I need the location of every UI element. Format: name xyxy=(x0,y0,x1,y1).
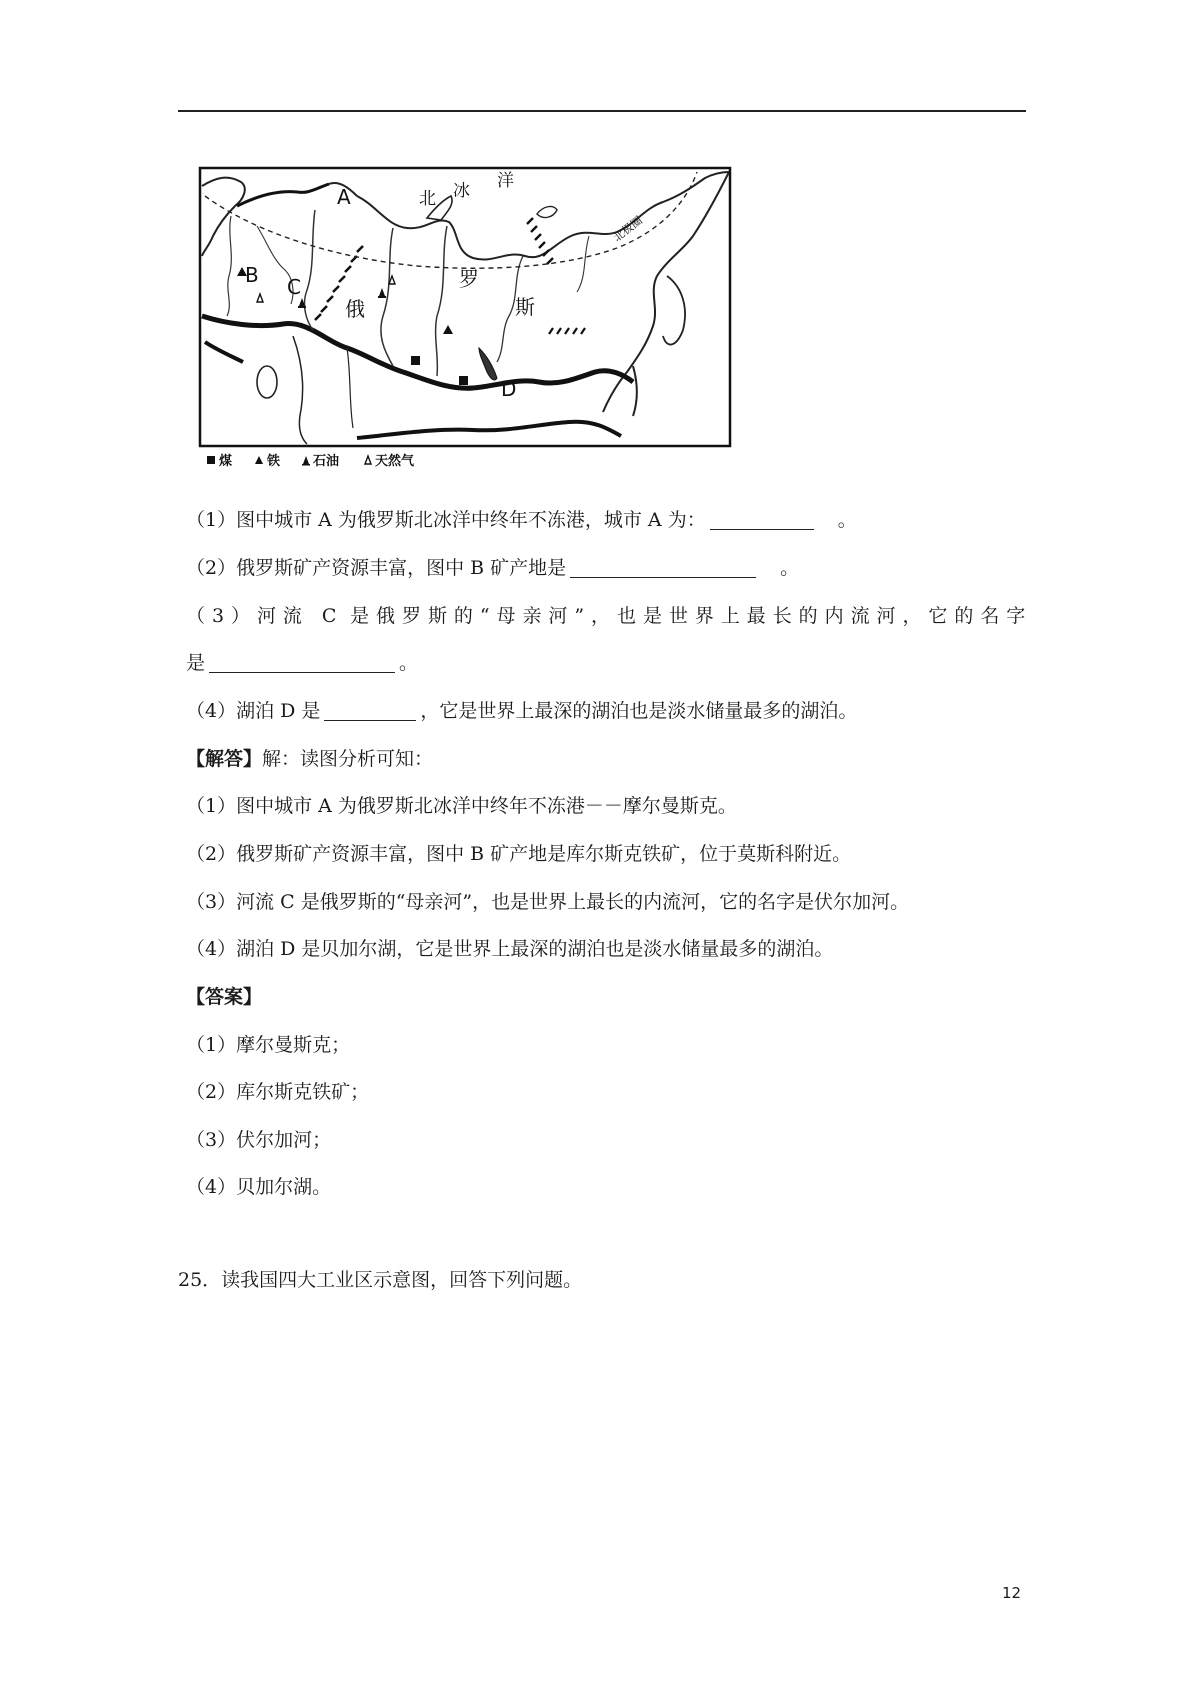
question-1 xyxy=(186,505,857,535)
legend-iron-symbol xyxy=(255,456,263,464)
legend-gas: 天然气 xyxy=(375,454,415,469)
question-4-end: ，它是世界上最深的湖泊也是淡水储量最多的湖泊。 xyxy=(420,700,858,722)
map-label-si: 斯 xyxy=(515,295,535,319)
solution-item-4: （4）湖泊 D 是贝加尔湖，它是世界上最深的湖泊也是淡水储量最多的湖泊。 xyxy=(186,938,834,960)
question-2-blank xyxy=(570,555,756,578)
question-3-blank xyxy=(209,650,395,673)
question-1-blank xyxy=(710,507,814,530)
legend-iron: 铁 xyxy=(267,454,281,469)
legend-oil: 石油 xyxy=(313,454,340,469)
map-label-c: C xyxy=(287,275,301,299)
question-4-text: （4）湖泊 D 是 xyxy=(186,700,321,722)
solution-item-1: （1）图中城市 A 为俄罗斯北冰洋中终年不冻港－－摩尔曼斯克。 xyxy=(186,795,737,817)
answer-item-4: （4）贝加尔湖。 xyxy=(186,1176,332,1198)
solution-intro: 解：读图分析可知： xyxy=(262,748,434,770)
arctic-circle-label: 北极圈 xyxy=(610,213,645,245)
legend-coal: 煤 xyxy=(219,454,233,469)
question-2 xyxy=(186,553,799,583)
map-label-bing: 冰 xyxy=(453,181,470,201)
map-label-yang: 洋 xyxy=(497,171,514,191)
question-2-text: （2）俄罗斯矿产资源丰富，图中 B 矿产地是 xyxy=(186,557,567,579)
question-1-text: （1）图中城市 A 为俄罗斯北冰洋中终年不冻港，城市 A 为： xyxy=(186,509,706,531)
answer-item-3: （3）伏尔加河； xyxy=(186,1129,332,1151)
map-frame xyxy=(200,168,730,446)
question-4-blank xyxy=(324,698,416,721)
legend-gas-symbol xyxy=(365,456,371,464)
coal-symbol xyxy=(459,376,468,385)
solution-item-2: （2）俄罗斯矿产资源丰富，图中 B 矿产地是库尔斯克铁矿，位于莫斯科附近。 xyxy=(186,843,852,865)
map-label-a: A xyxy=(337,185,351,209)
question-3-line-2 xyxy=(186,648,418,678)
question-2-end: 。 xyxy=(780,557,800,579)
map-label-e: 俄 xyxy=(345,297,365,321)
coal-symbol xyxy=(411,356,420,365)
map-label-luo: 罗 xyxy=(459,267,479,291)
russia-map-figure xyxy=(197,166,734,474)
answer-heading: 【答案】 xyxy=(186,986,263,1008)
solution-heading: 【解答】 xyxy=(186,748,263,770)
legend-coal-symbol xyxy=(207,456,215,464)
question-3-line-1: （3）河流 C 是俄罗斯的“母亲河”，也是世界上最长的内流河，它的名字 xyxy=(186,605,1026,627)
map-label-bei: 北 xyxy=(419,189,436,209)
answer-item-2: （2）库尔斯克铁矿； xyxy=(186,1081,370,1103)
question-4 xyxy=(186,696,857,726)
page-number: 12 xyxy=(1002,1584,1022,1602)
solution-item-3: （3）河流 C 是俄罗斯的“母亲河”，也是世界上最长的内流河，它的名字是伏尔加河。 xyxy=(186,891,910,913)
question-3-text: 是 xyxy=(186,652,206,674)
question-3-end: 。 xyxy=(399,652,419,674)
next-question: 25．读我国四大工业区示意图，回答下列问题。 xyxy=(178,1269,583,1291)
map-label-b: B xyxy=(245,263,259,287)
question-1-end: 。 xyxy=(837,509,857,531)
header-rule xyxy=(178,110,1026,112)
russia-map xyxy=(197,166,734,474)
solution-header xyxy=(186,744,433,774)
legend-oil-symbol xyxy=(302,456,310,466)
answer-item-1: （1）摩尔曼斯克； xyxy=(186,1034,351,1056)
map-label-d: D xyxy=(501,377,517,401)
